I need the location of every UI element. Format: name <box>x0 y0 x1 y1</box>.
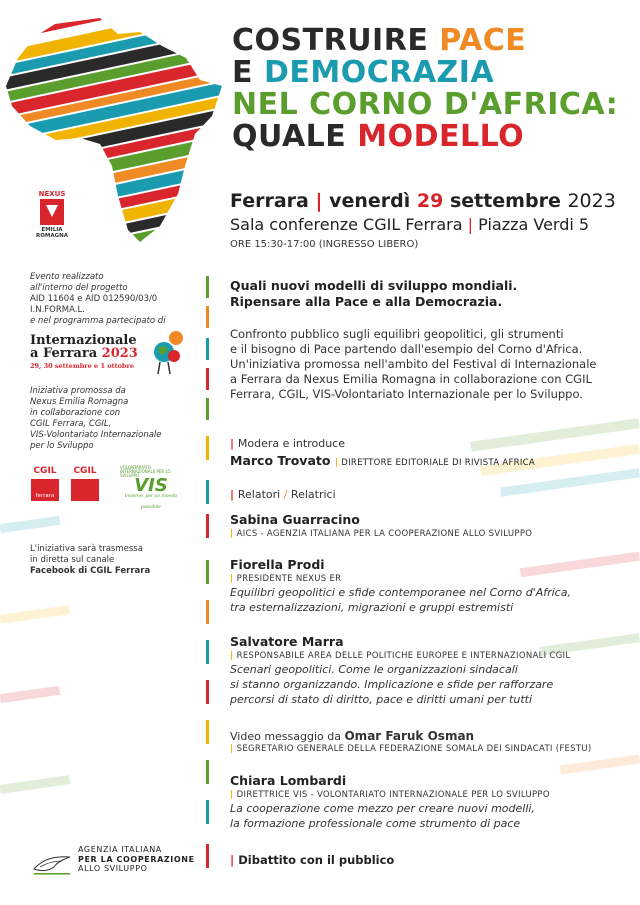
event-details <box>230 190 616 250</box>
accent-bar <box>206 514 209 538</box>
left-column: Evento realizzato all'interno del progetto AID 11604 e AID 012590/03/0 I.N.FORMA.L. e nel programma partecipato di Internazionale a Ferrara 2023 29, 30 settembre e 1 ottobre Iniziativa promossa da Nexus Emilia Romagna in collaborazione con CGIL Ferrara, CGIL, VIS-Volontariato Internazionale per lo Sviluppo CGIL ferrara CGIL VOLONTARIATO INTERNAZIONALE PER LO SVILUPPO VIS Insieme, per un mondo possibile L'iniziativa sarà trasmessa in diretta sul canale Facebook di CGIL Ferrara <box>30 272 195 577</box>
event-venue: Sala conferenze CGIL Ferrara | Piazza Verdi 5 <box>230 215 590 234</box>
internazionale-logo: Internazionale a Ferrara 2023 29, 30 settembre e 1 ottobre <box>30 334 195 380</box>
accent-bar <box>206 720 209 744</box>
title-line-4: QUALE MODELLO <box>232 119 525 154</box>
speaker-3: Salvatore Marra | RESPONSABILE AREA DELLE POLITICHE EUROPEE E INTERNAZIONALI CGIL Scenari geopolitici. Come le organizzazioni sindacali si stanno organizzando. Implicazione e sfide per rafforzare percorsi di stato di diritto, pace e diritti umani per tutti <box>230 634 571 706</box>
nexus-logo: NEXUS EMILIA ROMAGNA <box>35 190 68 239</box>
accent-bar <box>206 640 209 664</box>
speakers-label: | Relatori / Relatrici <box>230 488 336 501</box>
title-line-1: COSTRUIRE PACE <box>232 23 527 58</box>
accent-bar <box>206 560 209 584</box>
event-title <box>232 23 632 154</box>
title-line-3: NEL CORNO D'AFRICA: <box>232 87 619 122</box>
event-hours: ORE 15:30-17:00 (INGRESSO LIBERO) <box>230 239 419 250</box>
nexus-mark-icon <box>40 199 64 225</box>
accent-bar <box>206 338 209 360</box>
description: Confronto pubblico sugli equilibri geopolitici, gli strumenti e il bisogno di Pace partendo dall'esempio del Corno d'Africa. Un'iniziativa promossa nell'ambito del Festival di Internazionale a Ferrara da Nexus Emilia Romagna in collaborazione con CGIL Ferrara, CGIL, VIS-Volontariato Internazionale per lo Sviluppo. <box>230 327 597 401</box>
accent-bar <box>206 398 209 420</box>
accent-bar <box>206 680 209 704</box>
speaker-1: Sabina Guarracino | AICS - AGENZIA ITALIANA PER LA COOPERAZIONE ALLO SVILUPPO <box>230 512 533 539</box>
event-date: Ferrara | venerdì 29 settembre 2023 <box>230 190 616 212</box>
accent-bar <box>206 844 209 868</box>
aics-logo: AGENZIA ITALIANA PER LA COOPERAZIONE ALLO SVILUPPO <box>32 845 202 879</box>
accent-bar <box>206 760 209 784</box>
accent-bar <box>206 436 209 460</box>
dove-icon <box>32 851 72 877</box>
cgil-ferrara-logo: CGIL ferrara <box>30 466 60 506</box>
accent-bar <box>206 600 209 624</box>
moderator: | Modera e introduce Marco Trovato | DIRETTORE EDITORIALE DI RIVISTA AFRICA <box>230 437 536 468</box>
vis-logo: VOLONTARIATO INTERNAZIONALE PER LO SVILUPPO VIS Insieme, per un mondo possibile <box>120 465 178 510</box>
globe-mascot-icon <box>150 328 186 376</box>
cgil-logo: CGIL <box>70 466 100 506</box>
speaker-4: Video messaggio da Omar Faruk Osman | SEGRETARIO GENERALE DELLA FEDERAZIONE SOMALA DEI SINDACATI (FESTU) <box>230 729 592 754</box>
accent-bar <box>206 480 209 504</box>
accent-bar <box>206 800 209 824</box>
speaker-2: Fiorella Prodi | PRESIDENTE NEXUS ER Equilibri geopolitici e sfide contemporanee nel Corno d'Africa, tra esternalizzazioni, migrazioni e gruppi estremisti <box>230 557 571 614</box>
broadcast-note: L'iniziativa sarà trasmessa in diretta sul canale Facebook di CGIL Ferrara <box>30 544 151 576</box>
partner-logos <box>30 466 195 516</box>
speaker-5: Chiara Lombardi | DIRETTRICE VIS - VOLONTARIATO INTERNAZIONALE PER LO SVILUPPO La cooperazione come mezzo per creare nuovi modelli, la formazione professionale come strumento di pace <box>230 773 550 830</box>
closing: | Dibattito con il pubblico <box>230 853 395 867</box>
headline: Quali nuovi modelli di sviluppo mondiali. Ripensare alla Pace e alla Democrazia. <box>230 278 518 309</box>
title-line-2: E DEMOCRAZIA <box>232 55 495 90</box>
accent-bar <box>206 276 209 298</box>
accent-bar <box>206 306 209 328</box>
accent-bar <box>206 368 209 390</box>
